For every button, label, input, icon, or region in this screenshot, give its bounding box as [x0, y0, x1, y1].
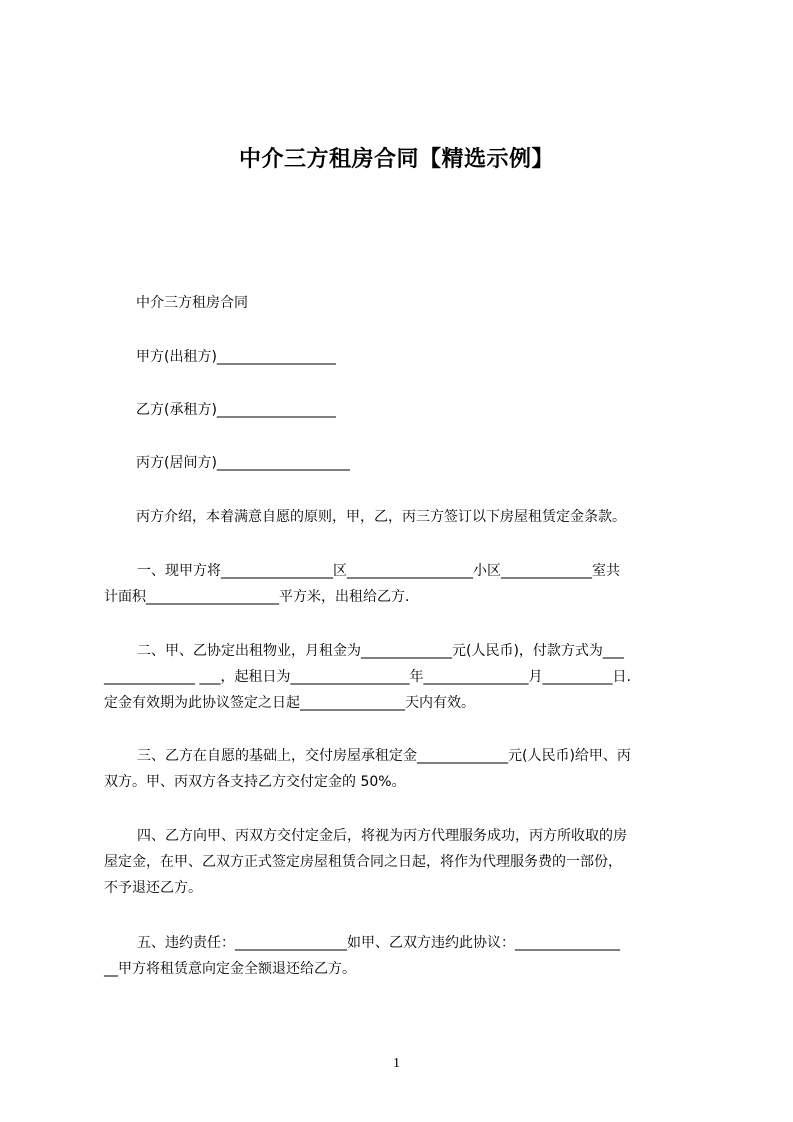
clause-3-line-2: 双方。甲、丙双方各支持乙方交付定金的 50%。	[104, 774, 406, 790]
clause-4-line-2: 屋定金，在甲、乙双方正式签定房屋租赁合同之日起，将作为代理服务费的一部份，	[104, 854, 622, 870]
contract-heading: 中介三方租房合同	[136, 295, 248, 311]
clause-1-line-2: 计面积___________________平方米，出租给乙方.	[104, 589, 410, 605]
clause-2-line-1: 二、甲、乙协定出租物业，月租金为_____________元(人民币)，付款方式为___	[137, 643, 624, 659]
party-a-line: 甲方(出租方)_________________	[136, 349, 336, 365]
clause-4-line-3: 不予退还乙方。	[104, 880, 202, 896]
clause-4-line-1: 四、乙方向甲、丙双方交付定金后，将视为丙方代理服务成功，丙方所收取的房	[137, 828, 627, 844]
clause-2-line-2: _____________ ___，起租日为_________________年_______________月__________日.	[104, 669, 631, 685]
party-c-line: 丙方(居间方)___________________	[136, 455, 350, 471]
party-b-line: 乙方(承租方)_________________	[136, 402, 336, 418]
page-title: 中介三方租房合同【精选示例】	[238, 147, 554, 172]
intro-paragraph: 丙方介绍，本着满意自愿的原则，甲，乙，丙三方签订以下房屋租赁定金条款。	[136, 509, 626, 525]
clause-5-line-2: __甲方将租赁意向定金全额退还给乙方。	[104, 961, 356, 977]
clause-5-line-1: 五、违约责任：________________如甲、乙双方违约此协议：_______________	[137, 935, 620, 951]
clause-2-line-3: 定金有效期为此协议签定之日起_______________天内有效。	[104, 695, 475, 711]
clause-1-line-1: 一、现甲方将________________区__________________小区_____________室共	[137, 563, 620, 579]
page-number: 1	[393, 1056, 400, 1071]
clause-3-line-1: 三、乙方在自愿的基础上，交付房屋承租定金_____________元(人民币)给甲、丙	[137, 748, 631, 764]
